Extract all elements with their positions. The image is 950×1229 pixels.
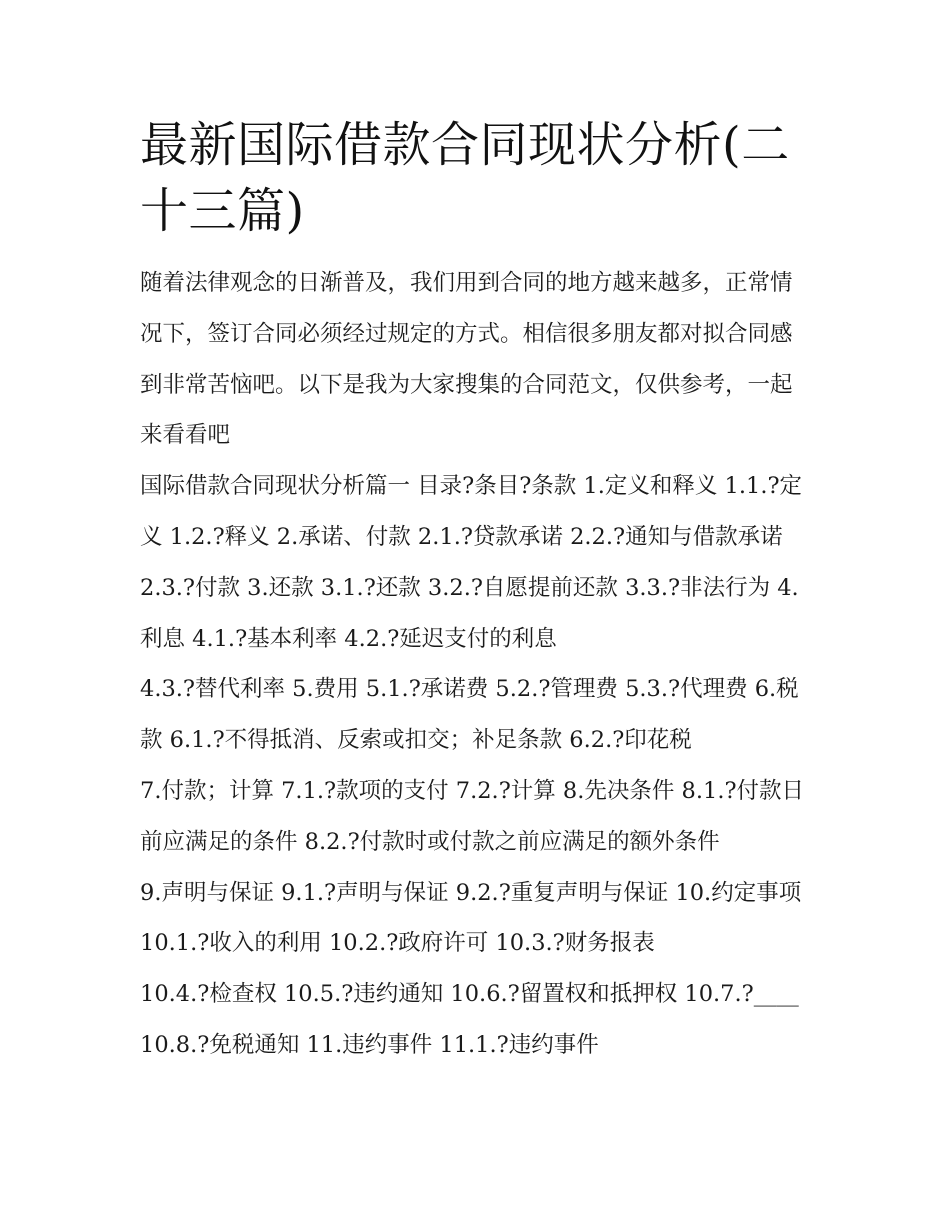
toc-paragraph: 10.4.?检查权 10.5.?违约通知 10.6.?留置权和抵押权 10.7.?____ 10.8.?免税通知 11.违约事件 11.1.?违约事件 xyxy=(140,981,799,1058)
intro-paragraph: 随着法律观念的日渐普及，我们用到合同的地方越来越多，正常情况下，签订合同必须经过规定的方式。相信很多朋友都对拟合同感到非常苦恼吧。以下是我为大家搜集的合同范文，仅供参考，一起来看看吧 xyxy=(140,270,793,449)
toc-paragraph: 4.3.?替代利率 5.费用 5.1.?承诺费 5.2.?管理费 5.3.?代理费 6.税款 6.1.?不得抵消、反索或扣交；补足条款 6.2.?印花税 xyxy=(140,676,799,754)
document-page xyxy=(140,112,812,1071)
toc-paragraph: 7.付款；计算 7.1.?款项的支付 7.2.?计算 8.先决条件 8.1.?付款日前应满足的条件 8.2.?付款时或付款之前应满足的额外条件 xyxy=(140,777,805,855)
toc-paragraph: 9.声明与保证 9.1.?声明与保证 9.2.?重复声明与保证 10.约定事项 10.1.?收入的利用 10.2.?政府许可 10.3.?财务报表 xyxy=(140,879,802,957)
document-title: 最新国际借款合同现状分析(二十三篇) xyxy=(140,117,790,239)
toc-paragraph: 国际借款合同现状分析篇一 目录?条目?条款 1.定义和释义 1.1.?定义 1.2.?释义 2.承诺、付款 2.1.?贷款承诺 2.2.?通知与借款承诺 2.3.?付款 3.还款 3.1.?还款 3.2.?自愿提前还款 3.3.?非法行为 4.利息 4.1.?基本利率 4.2.?延迟支付的利息 xyxy=(140,473,803,652)
